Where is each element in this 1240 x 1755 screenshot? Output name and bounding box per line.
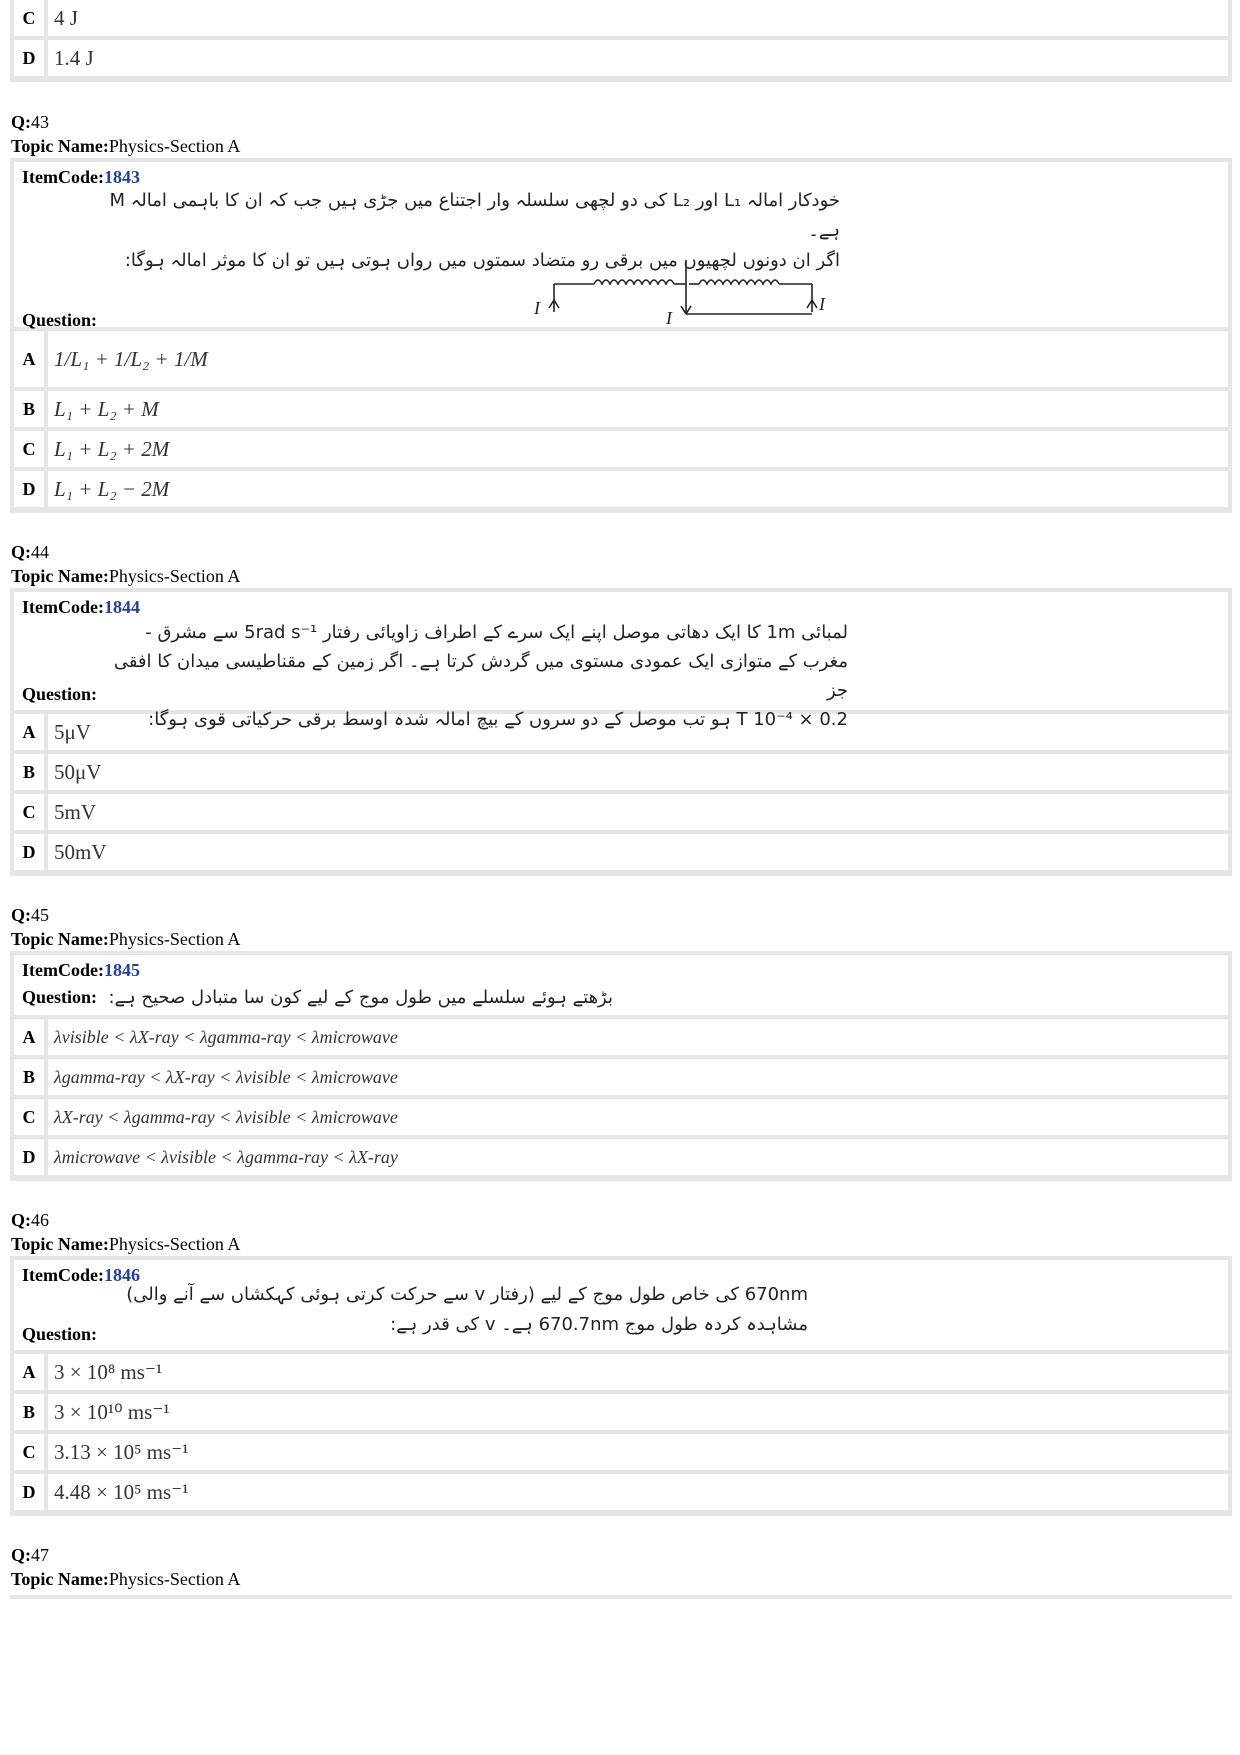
option-c[interactable]: [14, 1099, 1228, 1135]
option-text: 50μV: [54, 759, 102, 784]
option-b[interactable]: [14, 1394, 1228, 1430]
option-c[interactable]: [14, 0, 1228, 36]
option-letter: A: [14, 714, 48, 750]
option-text: 1/L₁ + 1/L₂ + 1/M: [54, 346, 208, 371]
option-letter: C: [14, 1099, 48, 1135]
option-letter: C: [14, 431, 48, 467]
question-block: [10, 951, 1232, 1181]
option-letter: A: [14, 331, 48, 387]
option-d[interactable]: [14, 40, 1228, 76]
option-a[interactable]: [14, 1019, 1228, 1055]
option-letter: C: [14, 794, 48, 830]
option-text: 4 J: [54, 5, 78, 30]
question-number: Q:46: [11, 1210, 49, 1230]
topic-name: Topic Name:Physics-Section A: [11, 929, 241, 949]
item-box: [14, 162, 1228, 330]
option-text: 5mV: [54, 799, 96, 824]
question-label: Question:: [22, 987, 98, 1007]
option-letter: B: [14, 391, 48, 427]
option-c[interactable]: [14, 431, 1228, 467]
option-text: 3 × 10¹⁰ ms⁻¹: [54, 1399, 170, 1424]
question-block: [10, 588, 1232, 876]
option-text: λvisible < λX-ray < λgamma-ray < λmicrowave: [54, 1026, 398, 1047]
option-text: λmicrowave < λvisible < λgamma-ray < λX-ray: [54, 1146, 398, 1167]
topic-name: Topic Name:Physics-Section A: [11, 566, 241, 586]
option-letter: B: [14, 1394, 48, 1430]
option-letter: D: [14, 834, 48, 870]
item-box: [14, 955, 1228, 1015]
topic-name: Topic Name:Physics-Section A: [11, 1234, 241, 1254]
option-letter: D: [14, 1139, 48, 1175]
question-number: Q:45: [11, 905, 49, 925]
option-a[interactable]: [14, 331, 1228, 387]
question-number: Q:47: [11, 1545, 49, 1565]
itemcode: ItemCode:1844: [22, 597, 140, 617]
question-label: Question:: [22, 310, 98, 330]
question-text: 670nm کی خاص طول موج کے لیے (رفتار v سے حرکت کرتی ہوئی کہکشاں سے آنے والی) مشاہدہ کردہ طول موج 670.7nm ہے۔ v کی قدر ہے:: [126, 1284, 808, 1335]
itemcode: ItemCode:1843: [22, 167, 140, 187]
question-block: [10, 158, 1232, 513]
circuit-label: I: [819, 294, 825, 314]
itemcode: ItemCode:1846: [22, 1265, 140, 1285]
option-d[interactable]: [14, 1474, 1228, 1510]
option-letter: D: [14, 1474, 48, 1510]
option-text: 4.48 × 10⁵ ms⁻¹: [54, 1479, 189, 1504]
question-number: Q:44: [11, 542, 49, 562]
option-text: 50mV: [54, 839, 107, 864]
option-text: 5μV: [54, 719, 91, 744]
option-letter: D: [14, 471, 48, 507]
option-text: L₁ + L₂ − 2M: [54, 476, 170, 501]
option-b[interactable]: [14, 1059, 1228, 1095]
option-d[interactable]: [14, 1139, 1228, 1175]
topic-name: Topic Name:Physics-Section A: [11, 1569, 241, 1589]
option-b[interactable]: [14, 754, 1228, 790]
option-text: λgamma-ray < λX-ray < λvisible < λmicrowave: [54, 1066, 398, 1087]
circuit-diagram: [529, 252, 829, 327]
option-b[interactable]: [14, 391, 1228, 427]
question-text: بڑھتے ہوئے سلسلے میں طول موج کے لیے کون سا متبادل صحیح ہے:: [108, 987, 613, 1008]
question-label: Question:: [22, 1324, 98, 1344]
question-number: Q:43: [11, 112, 49, 132]
topic-name: Topic Name:Physics-Section A: [11, 136, 241, 156]
option-text: 3 × 10⁸ ms⁻¹: [54, 1359, 163, 1384]
option-letter: B: [14, 1059, 48, 1095]
option-d[interactable]: [14, 471, 1228, 507]
option-text: L₁ + L₂ + 2M: [54, 436, 170, 461]
option-c[interactable]: [14, 794, 1228, 830]
question-label: Question:: [22, 684, 98, 704]
option-d[interactable]: [14, 834, 1228, 870]
option-c[interactable]: [14, 1434, 1228, 1470]
option-a[interactable]: [14, 1354, 1228, 1390]
circuit-label: I: [534, 298, 540, 318]
option-text: 1.4 J: [54, 45, 94, 70]
question-text: لمبائی 1m کا ایک دھاتی موصل اپنے ایک سرے کے اطراف زاویائی رفتار 5rad s⁻¹ سے مشرق - مغرب کے متوازی ایک عمودی مستوی میں گردش کرتا ہے۔ اگر زمین کے مقناطیسی میدان کا افقی جز 0.2 × 10⁻⁴ T ہو تب موصل کے دو سروں کے بیچ امالہ شدہ اوسط برقی حرکیاتی قوی ہوگا:: [113, 622, 848, 730]
option-text: λX-ray < λgamma-ray < λvisible < λmicrowave: [54, 1106, 398, 1127]
itemcode: ItemCode:1845: [22, 960, 140, 980]
option-letter: A: [14, 1354, 48, 1390]
circuit-label: I: [666, 308, 672, 327]
option-text: 3.13 × 10⁵ ms⁻¹: [54, 1439, 189, 1464]
divider: [10, 1595, 1232, 1599]
prev-options-block: [10, 0, 1232, 82]
question-block: [10, 1256, 1232, 1516]
option-text: L₁ + L₂ + M: [54, 396, 159, 421]
item-box: [14, 592, 1228, 730]
option-letter: C: [14, 0, 48, 36]
option-letter: A: [14, 1019, 48, 1055]
item-box: [14, 1260, 1228, 1350]
option-letter: D: [14, 40, 48, 76]
option-letter: C: [14, 1434, 48, 1470]
question-text: خودکار امالہ L₁ اور L₂ کی دو لچھی سلسلہ وار اجتناع میں جڑی ہیں جب کہ ان کا باہمی امالہ M ہے۔ اگر ان دونوں لچھیوں میں برقی رو متضاد سمتوں میں رواں ہوتی ہیں تو ان کا موثر امالہ ہوگا:: [109, 190, 840, 271]
option-letter: B: [14, 754, 48, 790]
